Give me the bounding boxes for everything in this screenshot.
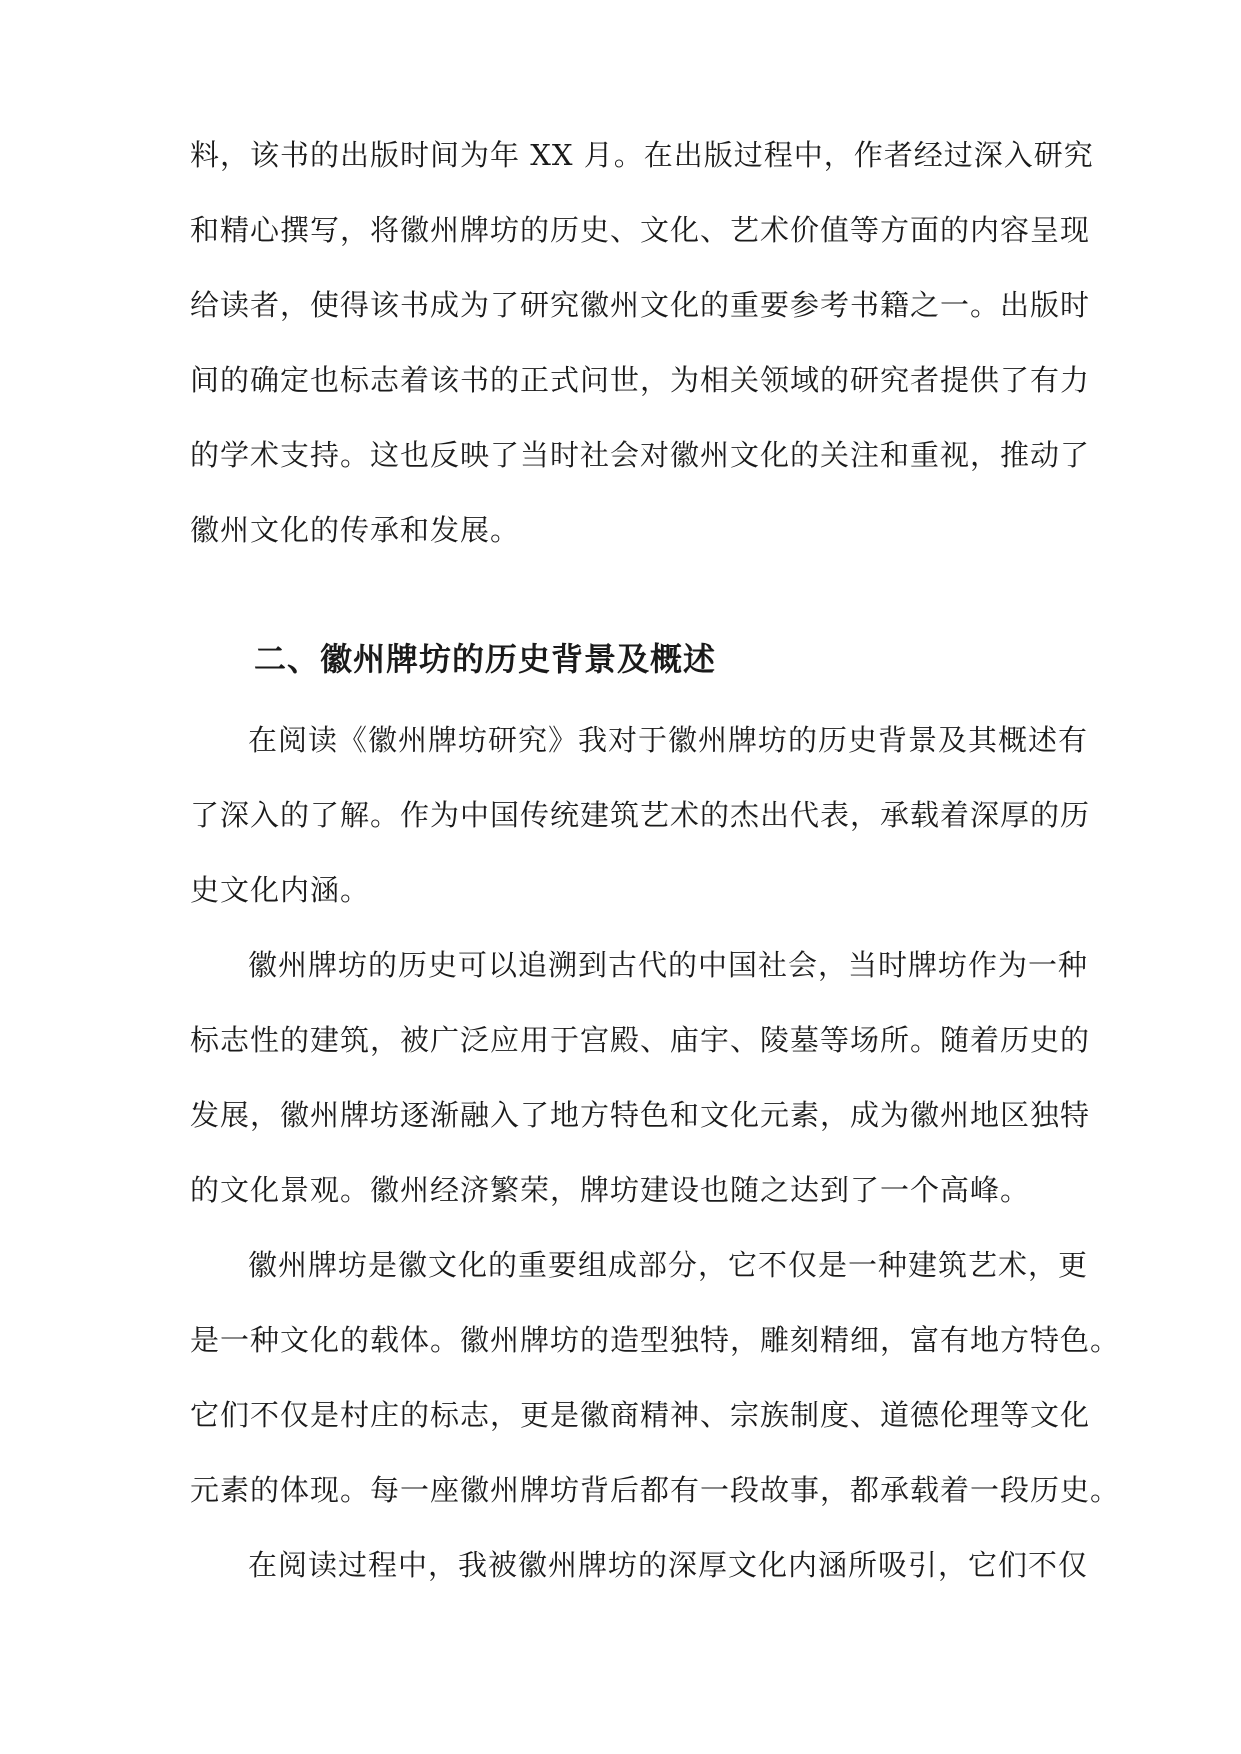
body-paragraph	[190, 928, 1091, 1228]
intro-paragraph	[190, 118, 1094, 568]
paragraph-line: 标志性的建筑，被广泛应用于宫殿、庙宇、陵墓等场所。随着历史的	[190, 1023, 1091, 1057]
paragraph-line: 徽州文化的传承和发展。	[190, 513, 521, 547]
section-heading: 二、徽州牌坊的历史背景及概述	[254, 640, 717, 678]
paragraph-line: 的学术支持。这也反映了当时社会对徽州文化的关注和重视，推动了	[190, 438, 1091, 472]
paragraph-line: 发展，徽州牌坊逐渐融入了地方特色和文化元素，成为徽州地区独特	[190, 1098, 1091, 1132]
paragraph-line: 它们不仅是村庄的标志，更是徽商精神、宗族制度、道德伦理等文化	[190, 1398, 1091, 1432]
paragraph-line: 给读者，使得该书成为了研究徽州文化的重要参考书籍之一。出版时	[190, 288, 1091, 322]
paragraph-line: 间的确定也标志着该书的正式问世，为相关领域的研究者提供了有力	[190, 363, 1091, 397]
paragraph-line: 的文化景观。徽州经济繁荣，牌坊建设也随之达到了一个高峰。	[190, 1173, 1031, 1207]
paragraph-line: 在阅读过程中，我被徽州牌坊的深厚文化内涵所吸引，它们不仅	[248, 1548, 1089, 1582]
paragraph-line: 在阅读《徽州牌坊研究》我对于徽州牌坊的历史背景及其概述有	[248, 723, 1089, 757]
body-paragraph	[190, 1228, 1121, 1528]
paragraph-line: 徽州牌坊是徽文化的重要组成部分，它不仅是一种建筑艺术，更	[248, 1248, 1089, 1282]
paragraph-line: 史文化内涵。	[190, 873, 371, 907]
paragraph-line: 徽州牌坊的历史可以追溯到古代的中国社会，当时牌坊作为一种	[248, 948, 1089, 982]
paragraph-line: 是一种文化的载体。徽州牌坊的造型独特，雕刻精细，富有地方特色。	[190, 1323, 1121, 1357]
paragraph-line: 料，该书的出版时间为年 XX 月。在出版过程中，作者经过深入研究	[190, 138, 1094, 172]
paragraph-line: 了深入的了解。作为中国传统建筑艺术的杰出代表，承载着深厚的历	[190, 798, 1091, 832]
paragraph-line: 和精心撰写，将徽州牌坊的历史、文化、艺术价值等方面的内容呈现	[190, 213, 1091, 247]
body-paragraph	[190, 703, 1091, 928]
paragraph-line: 元素的体现。每一座徽州牌坊背后都有一段故事，都承载着一段历史。	[190, 1473, 1121, 1507]
body-paragraph	[190, 1528, 1089, 1603]
section-body	[190, 703, 1121, 1603]
